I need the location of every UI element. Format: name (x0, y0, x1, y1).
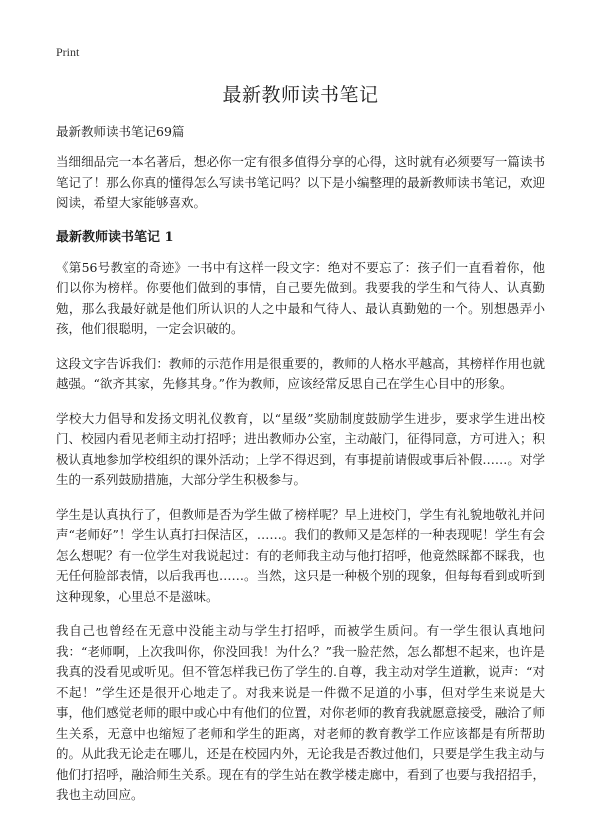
body-paragraph-5: 我自己也曾经在无意中没能主动与学生打招呼，而被学生质问。有一学生很认真地问我：“老师啊，上次我叫你，你没回我！为什么？”我一脸茫然，怎么都想不起来，也许是我真的没看见或听见。但不管怎样我已伤了学生的.自尊，我主动对学生道歉，说声：“对不起！”学生还是很开心地走了。对我来说是一件微不足道的小事，但对学生来说是大事，他们感觉老师的眼中或心中有他们的位置，对你老师的教育我就愿意接受，融洽了师生关系，无意中也缩短了老师和学生的距离，对老师的教育教学工作应该都是有所帮助的。从此我无论走在哪儿，还是在校园内外，无论我是否教过他们，只要是学生我主动与他们打招呼，融洽师生关系。现在有的学生站在教学楼走廊中，看到了也要与我招招手，我也主动回应。 (56, 623, 545, 802)
body-paragraph-2: 这段文字告诉我们：教师的示范作用是很重要的，教师的人格水平越高，其榜样作用也就越强。“欲齐其家，先修其身。”作为教师，应该经常反思自己在学生心目中的形象。 (56, 355, 545, 391)
body-paragraph-4: 学生是认真执行了，但教师是否为学生做了榜样呢？早上进校门，学生有礼貌地敬礼并问声“老师好”！学生认真打扫保洁区，……。我们的教师又是怎样的一种表现呢！学生有会怎么想呢？有一位学生对我说起过：有的老师我主动与他打招呼，他竟然睬都不睬我，也无任何脸部表情，以后我再也……。当然，这只是一种极个别的现象，但每每看到或听到这种现象，心里总不是滋味。 (56, 506, 545, 604)
document-subtitle: 最新教师读书笔记69篇 (56, 124, 185, 139)
body-paragraph-3: 学校大力倡导和发扬文明礼仪教育，以“星级”奖励制度鼓励学生进步，要求学生进出校门、校园内看见老师主动打招呼；进出教师办公室，主动敲门，征得同意，方可进入；积极认真地参加学校组织的课外活动；上学不得迟到，有事提前请假或事后补假……。对学生的一系列鼓励措施，大部分学生积极参与。 (56, 410, 545, 487)
document-title: 最新教师读书笔记 (222, 84, 379, 106)
print-link[interactable]: Print (56, 45, 80, 59)
intro-paragraph: 当细细品完一本名著后，想必你一定有很多值得分享的心得，这时就有必须要写一篇读书笔记了！那么你真的懂得怎么写读书笔记吗？以下是小编整理的最新教师读书笔记，欢迎阅读，希望大家能够喜欢。 (56, 154, 545, 210)
body-paragraph-1: 《第56号教室的奇迹》一书中有这样一段文字：绝对不要忘了：孩子们一直看着你，他们以你为榜样。你要他们做到的事情，自己要先做到。我要我的学生和气待人、认真勤勉，那么我最好就是他们所认识的人之中最和气待人、最认真勤勉的一个。别想愚弄小孩，他们很聪明，一定会识破的。 (56, 259, 545, 336)
section-heading: 最新教师读书笔记 1 (56, 229, 174, 245)
